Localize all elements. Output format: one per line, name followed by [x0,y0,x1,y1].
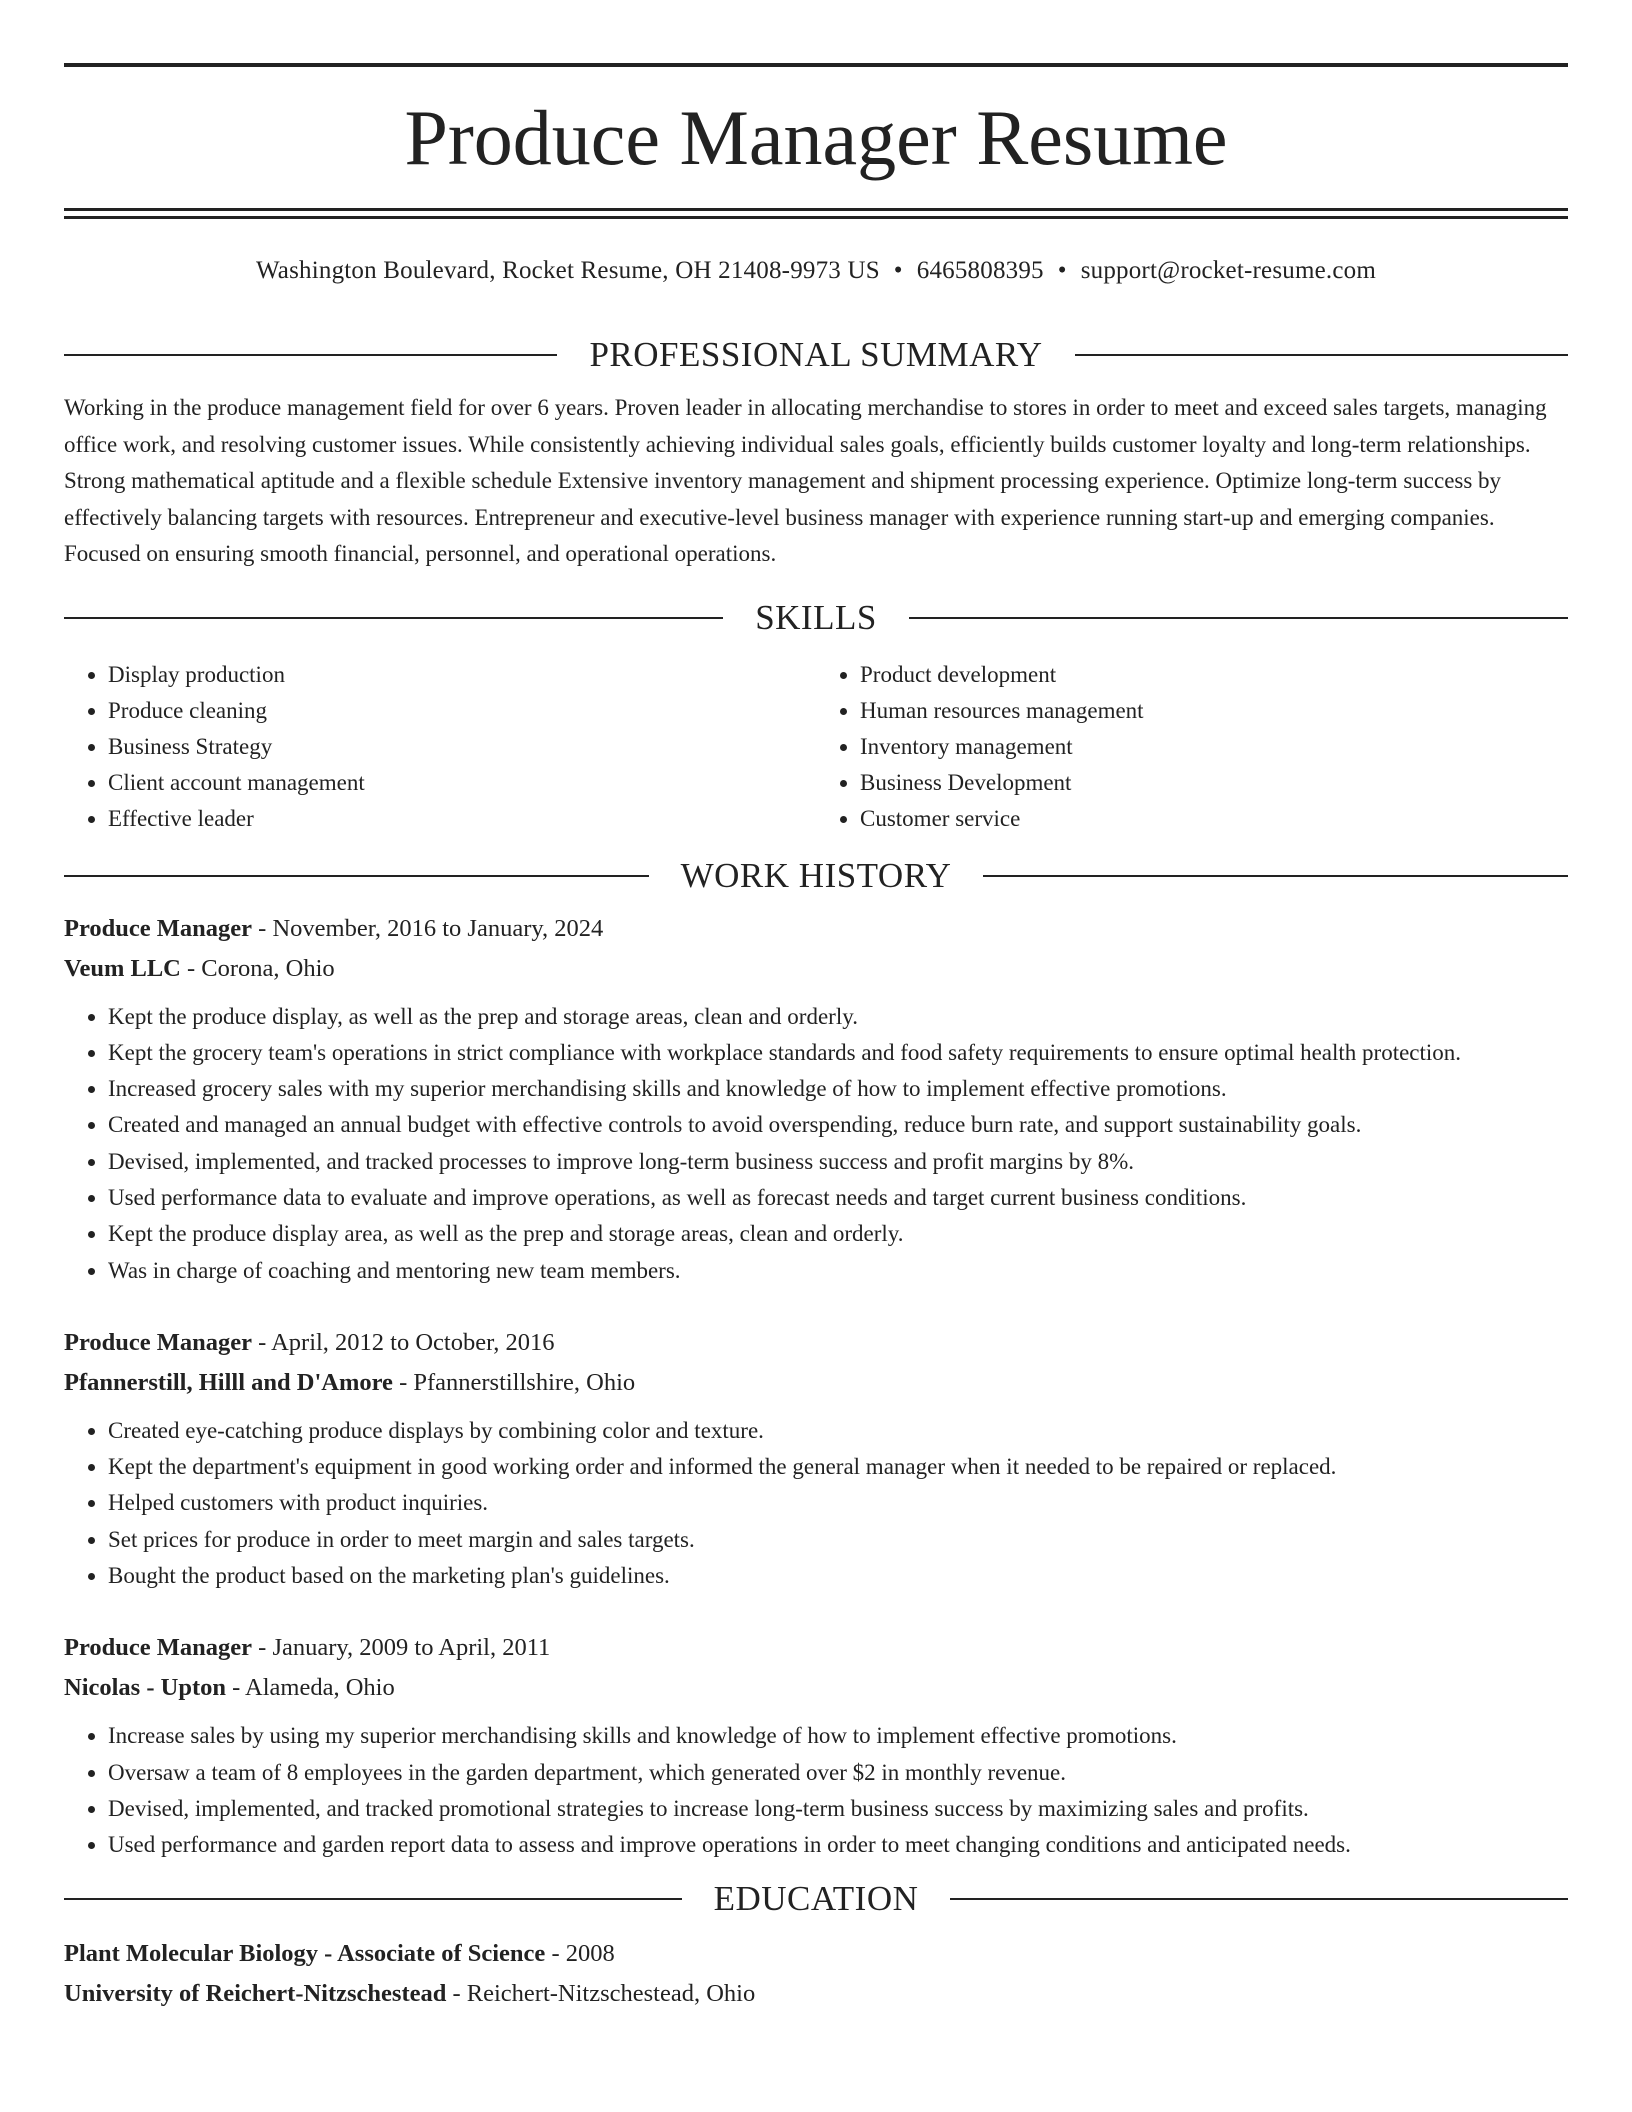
contact-separator: • [893,257,903,284]
job-bullet: • Devised, implemented, and tracked processes to improve long-term business success and profit margins by 8%. [108,1144,1568,1180]
education-year: - 2008 [545,1939,615,1967]
job-company-line [64,1363,1568,1403]
job-bullets [64,999,1568,1289]
job-company: Pfannerstill, Hilll and D'Amore [64,1368,393,1396]
section-rule [64,875,649,877]
skill-item: • Business Development [860,765,1568,801]
section-title-skills: SKILLS [755,597,877,637]
job-bullet: • Created and managed an annual budget with effective controls to avoid overspending, reduce burn rate, and support sustainability goals. [108,1107,1568,1143]
job-title-line [64,909,1568,949]
skill-item: • Effective leader [108,801,816,837]
job-entry [64,909,1568,1289]
summary-text: Working in the produce management field for over 6 years. Proven leader in allocating merchandise to stores in order to meet and exceed sales targets, managing office work, and resolving customer issues. While consistently achieving individual sales goals, efficiently builds customer loyalty and long-term relationships. Strong mathematical aptitude and a flexible schedule Extensive inventory management and shipment processing experience. Optimize long-term success by effectively balancing targets with resources. Entrepreneur and executive-level business manager with experience running start-up and emerging companies. Focused on ensuring smooth financial, personnel, and operational operations. [64,395,1547,566]
job-bullets [64,1413,1568,1594]
job-dates: - January, 2009 to April, 2011 [252,1634,551,1662]
job-title: Produce Manager [64,1634,253,1662]
skill-item: • Customer service [860,801,1568,837]
education-degree-line [64,1934,1568,1974]
job-company: Veum LLC [64,954,181,982]
contact-email: support@rocket-resume.com [1080,257,1376,284]
job-bullet: • Devised, implemented, and tracked promotional strategies to increase long-term business success by maximizing sales and profits. [108,1791,1568,1827]
section-title-work: WORK HISTORY [680,855,952,895]
page-title: Produce Manager Resume [404,94,1228,181]
title-double-rule-lower [64,216,1568,219]
job-bullets [64,1718,1568,1863]
skill-item: • Display production [108,657,816,693]
skill-item: • Product development [860,657,1568,693]
job-bullet: • Created eye-catching produce displays by combining color and texture. [108,1413,1568,1449]
job-bullet: • Kept the produce display, as well as the prep and storage areas, clean and orderly. [108,999,1568,1035]
job-bullet: • Increase sales by using my superior merchandising skills and knowledge of how to implement effective promotions. [108,1718,1568,1754]
section-rule [64,354,557,356]
section-rule [983,875,1568,877]
skill-item: • Inventory management [860,729,1568,765]
job-bullet: • Helped customers with product inquiries. [108,1485,1568,1521]
section-rule [64,1898,682,1900]
contact-separator: • [1057,257,1067,284]
job-title-line [64,1323,1568,1363]
skill-item: • Produce cleaning [108,693,816,729]
skill-item: • Client account management [108,765,816,801]
education-degree: Plant Molecular Biology - Associate of Science [64,1939,546,1967]
section-rule [909,617,1568,619]
section-rule [1075,354,1568,356]
skills-list-left [64,657,816,837]
skill-item: • Business Strategy [108,729,816,765]
resume-body [64,330,1568,2014]
section-rule [64,617,723,619]
skills-list-right [816,657,1568,837]
section-title-education: EDUCATION [713,1878,919,1918]
section-header-summary [64,330,1568,380]
education-school-line [64,1974,1568,2014]
job-bullet: • Kept the produce display area, as well as the prep and storage areas, clean and orderly. [108,1216,1568,1252]
job-title: Produce Manager [64,1328,253,1356]
contact-phone: 6465808395 [916,257,1044,284]
job-dates: - November, 2016 to January, 2024 [252,914,604,942]
job-dates: - April, 2012 to October, 2016 [252,1328,555,1356]
job-company: Nicolas - Upton [64,1674,226,1702]
job-bullet: • Kept the department's equipment in good working order and informed the general manager when it needed to be repaired or replaced. [108,1449,1568,1485]
job-bullet: • Oversaw a team of 8 employees in the garden department, which generated over $2 in monthly revenue. [108,1755,1568,1791]
education-school: University of Reichert-Nitzschestead [64,1979,447,2007]
job-bullet: • Used performance and garden report data to assess and improve operations in order to meet changing conditions and anticipated needs. [108,1827,1568,1863]
job-location: - Pfannerstillshire, Ohio [392,1368,636,1396]
title-double-rule-upper [64,208,1568,211]
job-location: - Corona, Ohio [180,954,335,982]
skill-item: • Human resources management [860,693,1568,729]
job-bullet: • Used performance data to evaluate and improve operations, as well as forecast needs and target current business conditions. [108,1180,1568,1216]
education-location: - Reichert-Nitzschestead, Ohio [446,1979,756,2007]
section-header-work [64,851,1568,901]
contact-address: Washington Boulevard, Rocket Resume, OH 21408-9973 US [256,257,880,284]
skills-columns [64,657,1568,837]
section-header-education [64,1874,1568,1924]
job-bullet: • Set prices for produce in order to meet margin and sales targets. [108,1522,1568,1558]
education-entry [64,1934,1568,2014]
job-bullet: • Was in charge of coaching and mentoring new team members. [108,1253,1568,1289]
job-location: - Alameda, Ohio [225,1674,395,1702]
job-entry [64,1628,1568,1863]
job-entry [64,1323,1568,1594]
top-rule [64,63,1568,67]
job-bullet: • Kept the grocery team's operations in strict compliance with workplace standards and food safety requirements to ensure optimal health protection. [108,1035,1568,1071]
job-title: Produce Manager [64,914,253,942]
job-bullet: • Bought the product based on the marketing plan's guidelines. [108,1558,1568,1594]
job-title-line [64,1628,1568,1668]
job-company-line [64,1668,1568,1708]
section-rule [950,1898,1568,1900]
job-company-line [64,949,1568,989]
job-bullet: • Increased grocery sales with my superior merchandising skills and knowledge of how to implement effective promotions. [108,1071,1568,1107]
section-header-skills [64,593,1568,643]
section-title-summary: PROFESSIONAL SUMMARY [589,335,1043,374]
contact-line [64,254,1568,288]
